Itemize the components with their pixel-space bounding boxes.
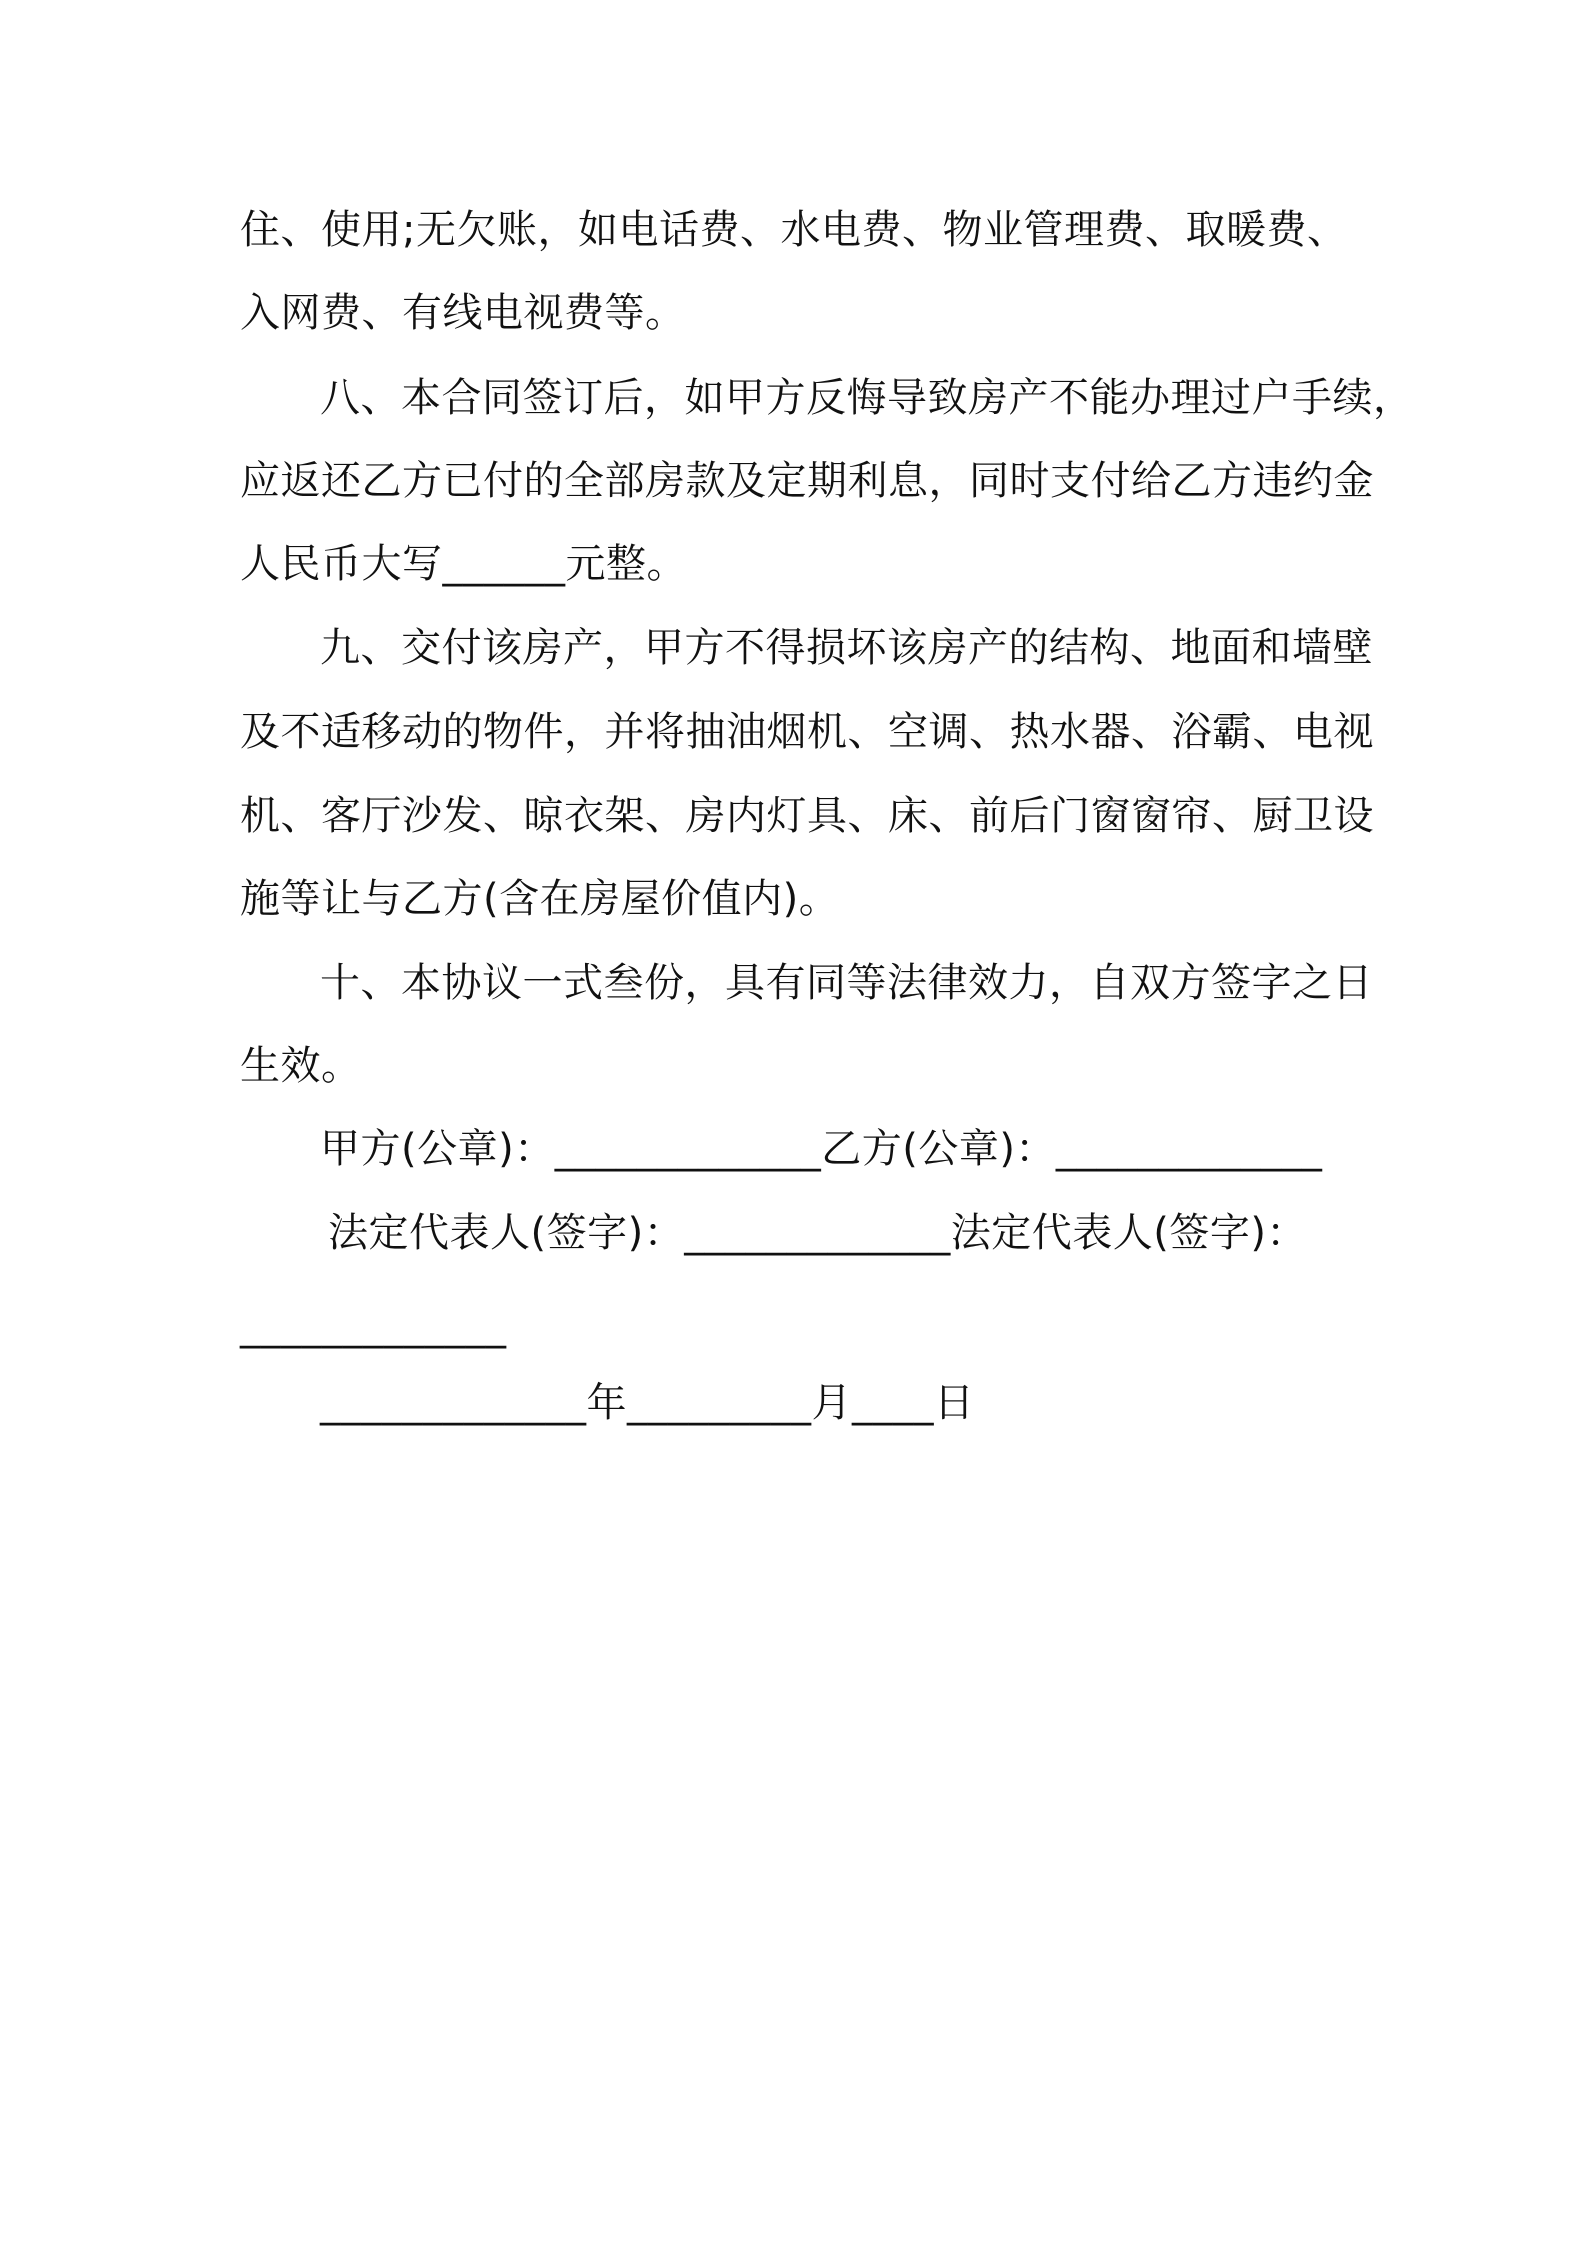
legal-representative-blank: _____________ [240,1303,507,1349]
party-seal-signature-line: 甲方(公章)：_____________乙方(公章)：_____________ [320,1126,1323,1172]
clause-10-line-1: 十、本协议一式叁份，具有同等法律效力，自双方签字之日 [320,960,1373,1006]
clause-10-line-2: 生效。 [240,1043,362,1089]
legal-representative-signature-line: 法定代表人(签字)：_____________法定代表人(签字)： [328,1210,1307,1256]
clause-9-line-2: 及不适移动的物件，并将抽油烟机、空调、热水器、浴霸、电视 [240,709,1374,755]
clause-8-line-1: 八、本合同签订后，如甲方反悔导致房产不能办理过户手续， [320,375,1414,421]
clause-7-continuation-line-2: 入网费、有线电视费等。 [240,290,686,336]
date-line: _____________年_________月____日 [320,1380,975,1426]
clause-9-line-3: 机、客厅沙发、晾衣架、房内灯具、床、前后门窗窗帘、厨卫设 [240,793,1374,839]
clause-8-line-3: 人民币大写______元整。 [240,541,687,587]
clause-7-continuation-line-1: 住、使用;无欠账，如电话费、水电费、物业管理费、取暖费、 [240,207,1348,253]
clause-9-line-4: 施等让与乙方(含在房屋价值内)。 [240,876,840,922]
clause-8-line-2: 应返还乙方已付的全部房款及定期利息，同时支付给乙方违约金 [240,458,1374,504]
clause-9-line-1: 九、交付该房产，甲方不得损坏该房产的结构、地面和墙壁 [320,625,1373,671]
